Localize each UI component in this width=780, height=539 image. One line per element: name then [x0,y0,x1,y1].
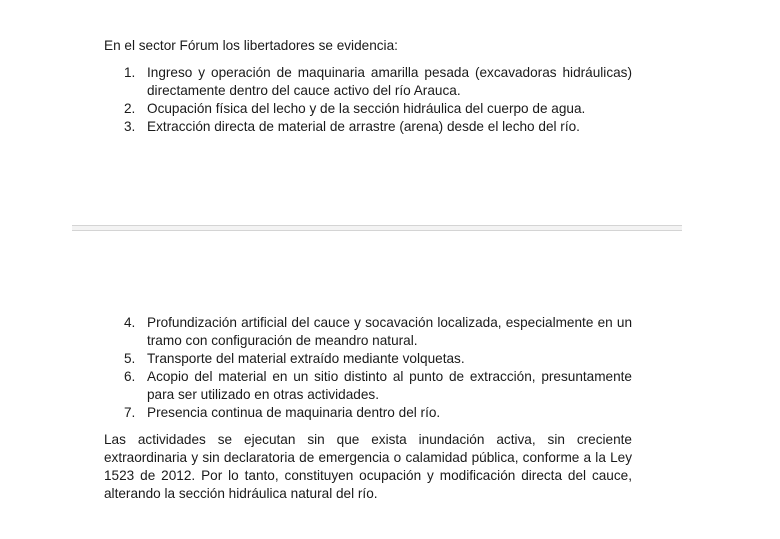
document-page-bottom [0,232,780,539]
list-item-text: Presencia continua de maquinaria dentro del río. [147,405,441,420]
list-item-number: 6. [124,369,136,384]
list-item-text: Ingreso y operación de maquinaria amarilla pesada (excavadoras hidráulicas) directamente dentro del cauce activo del río Arauca. [147,65,632,98]
list-item-text: Profundización artificial del cauce y socavación localizada, especialmente en un tramo con configuración de meandro natural. [147,315,632,348]
list-item [124,118,632,136]
list-item-number: 4. [124,315,136,330]
list-item-number: 7. [124,405,136,420]
list-item [124,368,632,404]
list-item [124,404,632,422]
list-item [124,64,632,100]
list-item-text: Ocupación física del lecho y de la sección hidráulica del cuerpo de agua. [147,101,586,116]
closing-paragraph: Las actividades se ejecutan sin que exista inundación activa, sin creciente extraordinaria y sin declaratoria de emergencia o calamidad pública, conforme a la Ley 1523 de 2012. Por lo tanto, constituyen ocupación y modificación directa del cauce, alterando la sección hidráulica natural del río. [104,432,632,501]
list-item-number: 5. [124,351,136,366]
list-item-text: Transporte del material extraído mediante volquetas. [147,351,465,366]
list-item [124,100,632,118]
list-item [124,314,632,350]
document-page-top [0,0,780,226]
list-item-number: 2. [124,101,136,116]
page-break-divider [72,225,682,231]
list-item-number: 1. [124,65,136,80]
list-item-text: Extracción directa de material de arrastre (arena) desde el lecho del río. [147,119,580,134]
list-item-number: 3. [124,119,136,134]
list-item [124,350,632,368]
intro-paragraph: En el sector Fórum los libertadores se evidencia: [104,38,398,53]
activity-list-bottom [124,314,632,422]
list-item-text: Acopio del material en un sitio distinto al punto de extracción, presuntamente para ser utilizado en otras actividades. [147,369,632,402]
activity-list-top [124,64,632,136]
